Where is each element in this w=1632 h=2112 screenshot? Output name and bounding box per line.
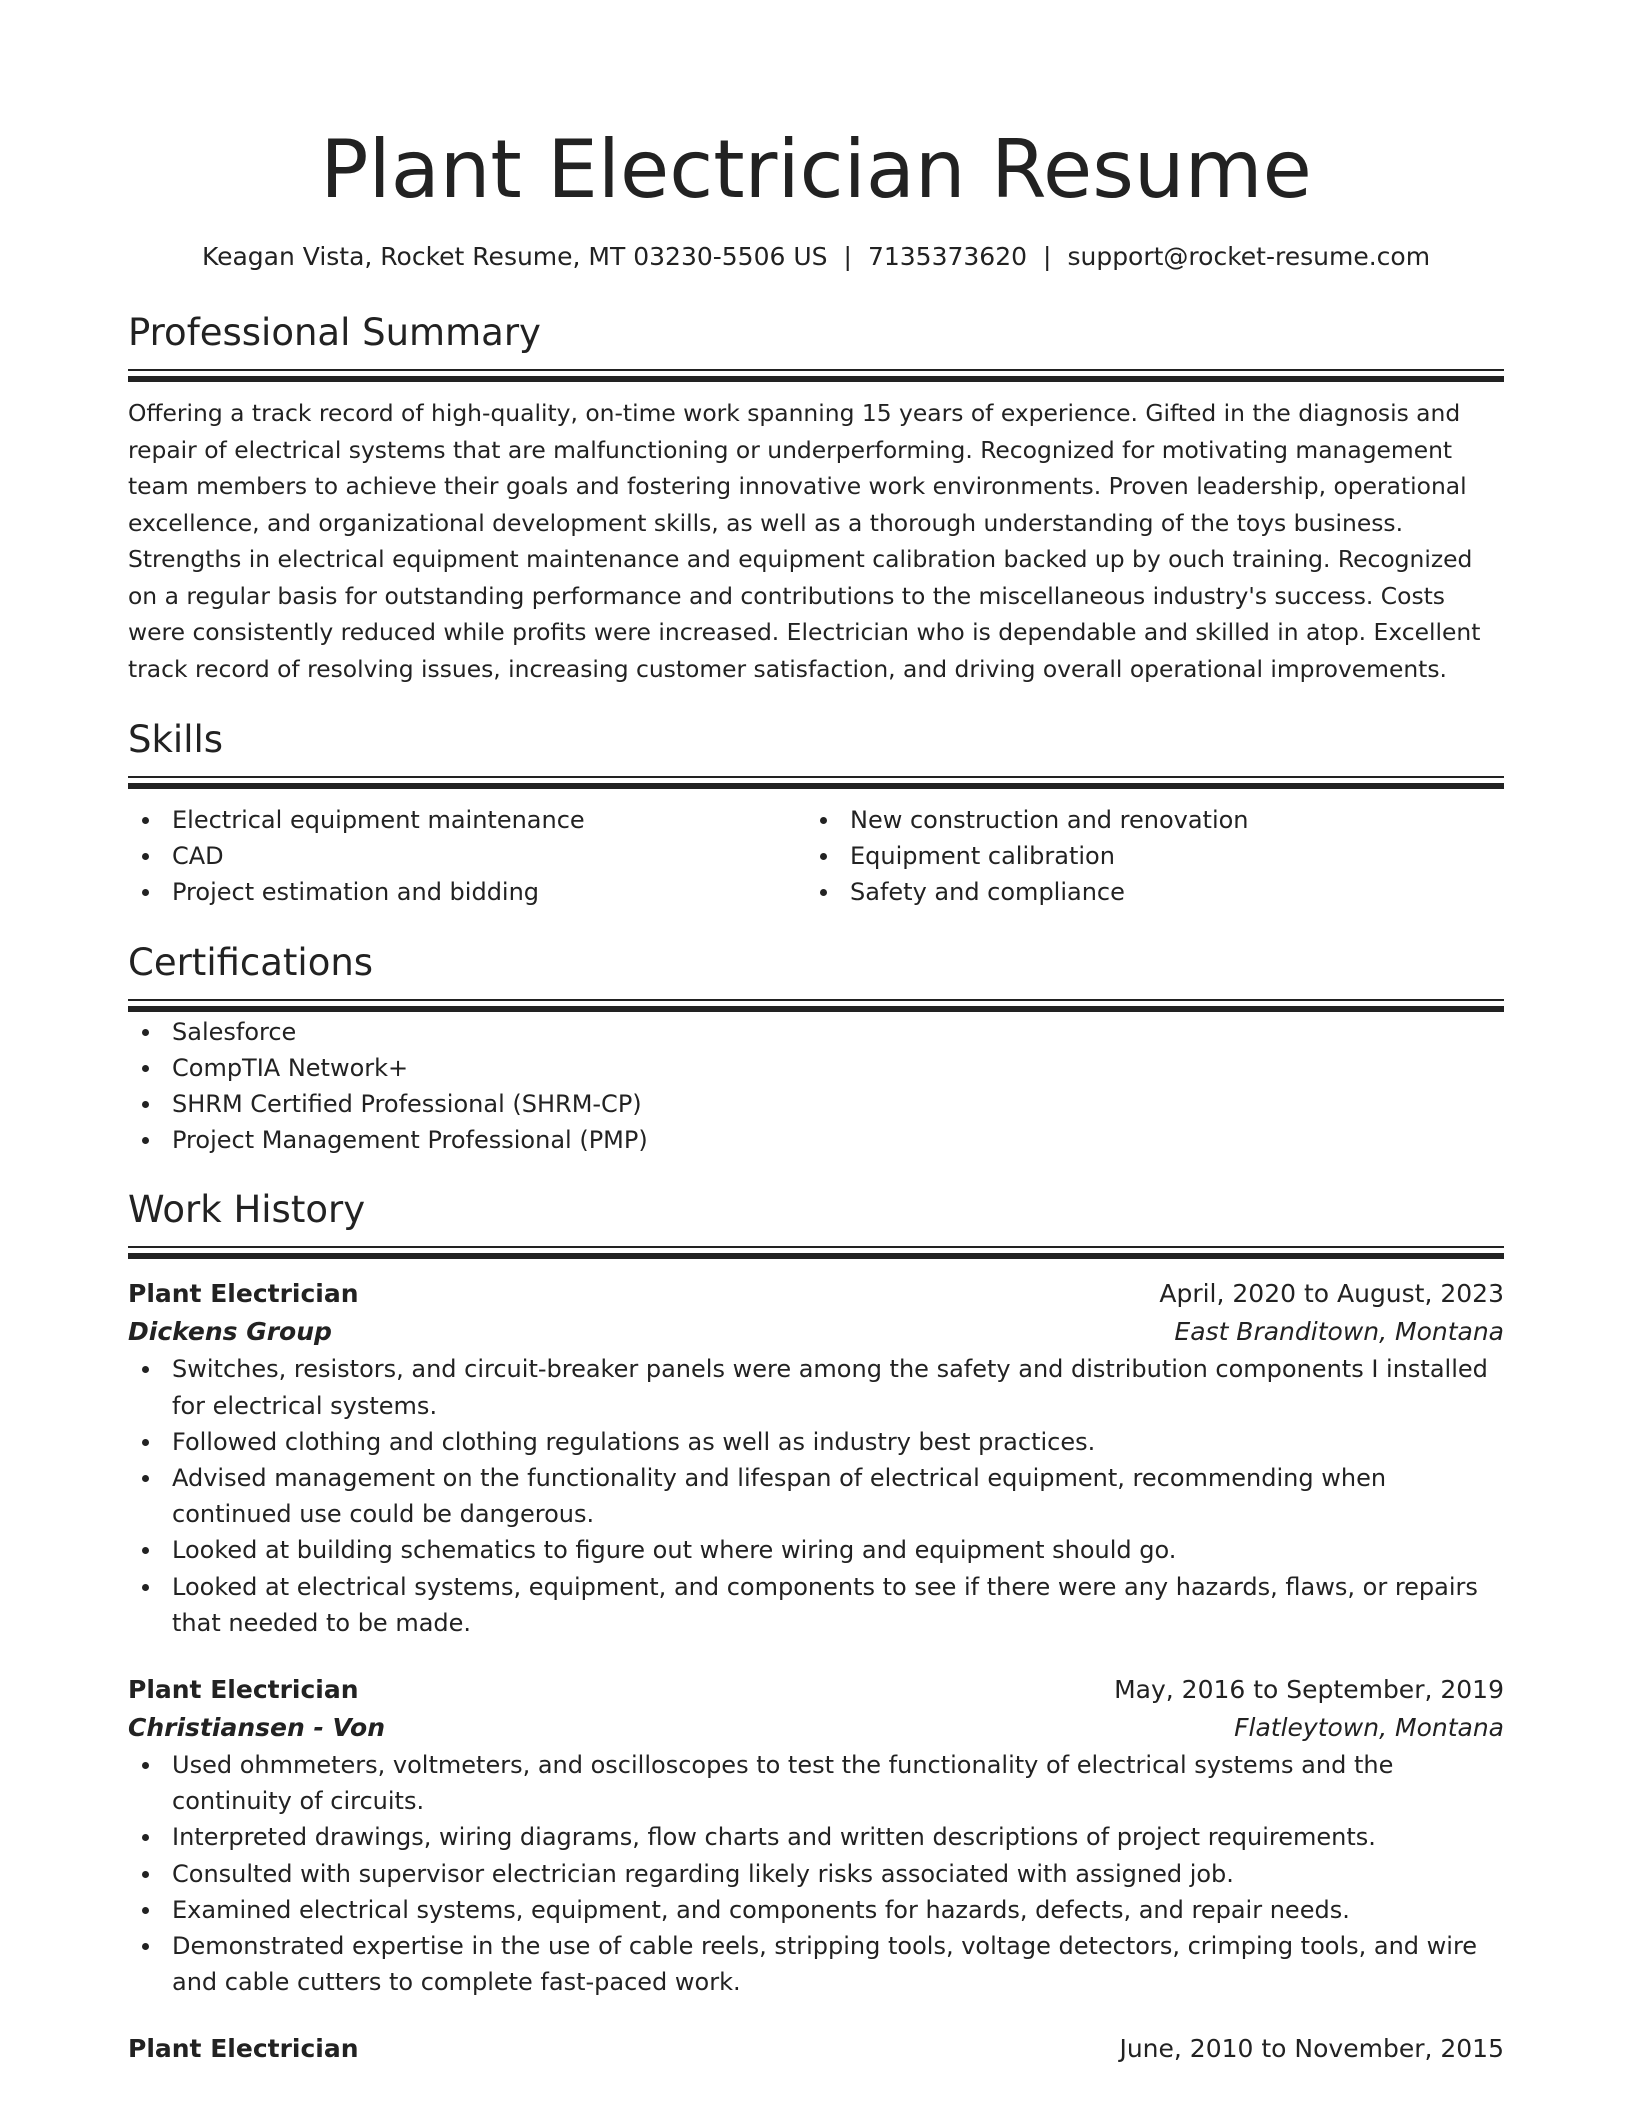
skill-item: Electrical equipment maintenance: [128, 802, 806, 838]
job-entry: [128, 2030, 1504, 2068]
job-header-row: [128, 1671, 1504, 1709]
job-bullet: Followed clothing and clothing regulations as well as industry best practices.: [128, 1424, 1504, 1460]
job-entry: [128, 1671, 1504, 2000]
section-divider: [128, 369, 1504, 384]
job-company-row: [128, 1313, 1504, 1351]
job-dates: June, 2010 to November, 2015: [1119, 2034, 1504, 2064]
skill-item: New construction and renovation: [806, 802, 1484, 838]
contact-email: support@rocket-resume.com: [1067, 242, 1431, 271]
job-bullet: Looked at electrical systems, equipment, and components to see if there were any hazards, flaws, or repairs that needed to be made.: [128, 1569, 1504, 1641]
contact-phone: 7135373620: [867, 242, 1028, 271]
job-location: Flatleytown, Montana: [1234, 1713, 1504, 1743]
skills-left-list: [128, 802, 806, 911]
certification-item: CompTIA Network+: [128, 1050, 1504, 1086]
work-history-heading: Work History: [128, 1188, 366, 1232]
resume-page: [128, 118, 1504, 2068]
job-bullets: [128, 1747, 1504, 2000]
job-dates: April, 2020 to August, 2023: [1159, 1279, 1504, 1309]
job-title: Plant Electrician: [128, 1279, 359, 1309]
job-title: Plant Electrician: [128, 2034, 359, 2064]
certifications-list: [128, 1014, 1504, 1159]
work-history-section: [128, 1158, 1504, 2068]
certifications-section: [128, 911, 1504, 1159]
job-company-row: [128, 1709, 1504, 1747]
summary-heading: Professional Summary: [128, 311, 541, 354]
certification-item: Project Management Professional (PMP): [128, 1122, 1504, 1158]
job-bullet: Advised management on the functionality and lifespan of electrical equipment, recommending when continued use could be dangerous.: [128, 1460, 1504, 1532]
job-location: East Branditown, Montana: [1174, 1317, 1504, 1347]
section-divider: [128, 999, 1504, 1014]
job-entry: [128, 1275, 1504, 1641]
skills-section: [128, 687, 1504, 911]
certification-item: SHRM Certified Professional (SHRM-CP): [128, 1086, 1504, 1122]
job-title: Plant Electrician: [128, 1675, 359, 1705]
skill-item: Project estimation and bidding: [128, 874, 806, 910]
job-dates: May, 2016 to September, 2019: [1114, 1675, 1504, 1705]
job-bullets: [128, 1351, 1504, 1641]
contact-separator: |: [1043, 242, 1052, 271]
section-divider: [128, 1246, 1504, 1261]
summary-text: Offering a track record of high-quality, on-time work spanning 15 years of experience. Gifted in the diagnosis and repair of electrical systems that are malfunctioning or underperforming. Recognized for motivating management team members to achieve their goals and fostering innovative work environments. Proven leadership, operational excellence, and organizational development skills, as well as a thorough understanding of the toys business. Strengths in electrical equipment maintenance and equipment calibration backed up by ouch training. Recognized on a regular basis for outstanding performance and contributions to the miscellaneous industry's success. Costs were consistently reduced while profits were increased. Electrician who is dependable and skilled in atop. Excellent track record of resolving issues, increasing customer satisfaction, and driving overall operational improvements.: [128, 399, 1481, 683]
skills-heading: Skills: [128, 718, 224, 761]
job-bullet: Examined electrical systems, equipment, and components for hazards, defects, and repair needs.: [128, 1892, 1504, 1928]
summary-section: [128, 274, 1504, 687]
job-company: Dickens Group: [128, 1317, 332, 1347]
job-bullet: Interpreted drawings, wiring diagrams, flow charts and written descriptions of project requirements.: [128, 1819, 1504, 1855]
certification-item: Salesforce: [128, 1014, 1504, 1050]
job-header-row: [128, 1275, 1504, 1313]
skill-item: Safety and compliance: [806, 874, 1484, 910]
job-bullet: Used ohmmeters, voltmeters, and oscilloscopes to test the functionality of electrical systems and the continuity of circuits.: [128, 1747, 1504, 1819]
skills-grid: [128, 802, 1504, 911]
skill-item: CAD: [128, 838, 806, 874]
resume-title: Plant Electrician Resume: [320, 123, 1312, 216]
certifications-heading: Certifications: [128, 940, 374, 984]
contact-address: Keagan Vista, Rocket Resume, MT 03230-5506 US: [201, 242, 828, 271]
section-divider: [128, 776, 1504, 791]
job-bullet: Consulted with supervisor electrician regarding likely risks associated with assigned job.: [128, 1856, 1504, 1892]
skills-right-list: [806, 802, 1484, 911]
job-bullet: Demonstrated expertise in the use of cable reels, stripping tools, voltage detectors, crimping tools, and wire and cable cutters to complete fast-paced work.: [128, 1928, 1504, 2000]
skill-item: Equipment calibration: [806, 838, 1484, 874]
contact-separator: |: [843, 242, 852, 271]
job-bullet: Switches, resistors, and circuit-breaker panels were among the safety and distribution components I installed for electrical systems.: [128, 1351, 1504, 1423]
job-header-row: [128, 2030, 1504, 2068]
job-bullet: Looked at building schematics to figure out where wiring and equipment should go.: [128, 1532, 1504, 1568]
contact-line: [128, 240, 1504, 274]
job-company: Christiansen - Von: [128, 1713, 386, 1743]
